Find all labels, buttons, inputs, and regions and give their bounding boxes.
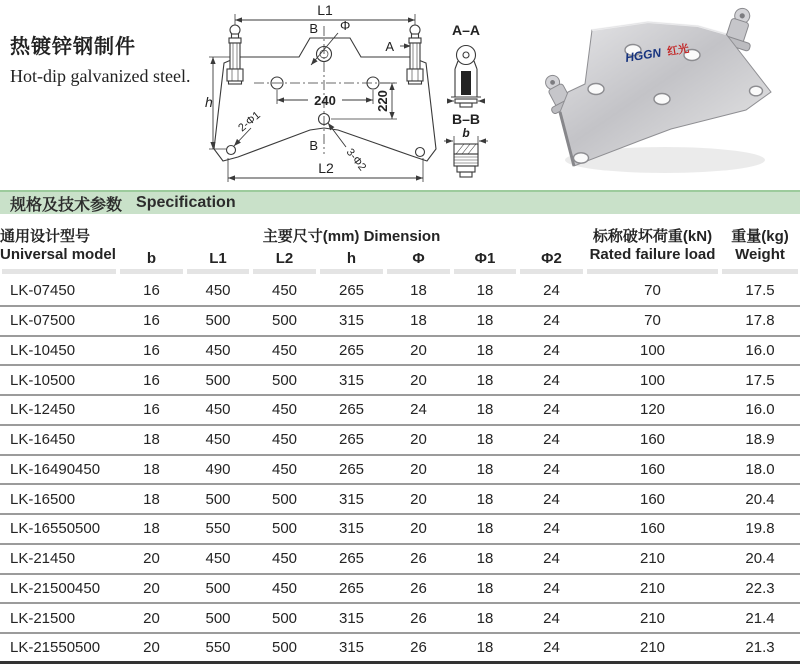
- cell-phi1: 18: [452, 336, 518, 366]
- dim-label-l1: L1: [317, 2, 333, 18]
- cell-weight: 20.4: [720, 544, 800, 574]
- column-header-load: [585, 222, 720, 269]
- cell-b: 18: [118, 425, 185, 455]
- cell-phi2: 24: [518, 365, 585, 395]
- cell-b: 16: [118, 336, 185, 366]
- dim-label-b: b: [462, 126, 470, 140]
- cell-phi1: 18: [452, 365, 518, 395]
- cell-l2: 450: [251, 336, 318, 366]
- cell-l1: 550: [185, 633, 251, 663]
- cell-phi: 24: [385, 395, 452, 425]
- cell-b: 18: [118, 484, 185, 514]
- cell-load: 210: [585, 544, 720, 574]
- cell-weight: 20.4: [720, 484, 800, 514]
- cell-model: LK-07450: [0, 276, 118, 306]
- cell-weight: 18.0: [720, 455, 800, 485]
- column-header-phi: Φ: [412, 250, 425, 267]
- cell-b: 18: [118, 455, 185, 485]
- cell-phi: 18: [385, 306, 452, 336]
- cell-phi2: 24: [518, 574, 585, 604]
- cell-h: 315: [318, 633, 385, 663]
- cell-h: 265: [318, 544, 385, 574]
- cell-phi: 26: [385, 574, 452, 604]
- cell-phi: 26: [385, 603, 452, 633]
- column-header-l2: L2: [275, 250, 294, 267]
- cell-phi1: 18: [452, 574, 518, 604]
- cell-h: 315: [318, 484, 385, 514]
- cell-phi2: 24: [518, 603, 585, 633]
- cell-phi2: 24: [518, 395, 585, 425]
- cell-model: LK-21500450: [0, 574, 118, 604]
- cell-model: LK-21450: [0, 544, 118, 574]
- cell-phi2: 24: [518, 455, 585, 485]
- cell-h: 265: [318, 395, 385, 425]
- cell-weight: 18.9: [720, 425, 800, 455]
- cell-l2: 450: [251, 425, 318, 455]
- section-title-bb: B–B: [451, 111, 481, 127]
- cell-l1: 500: [185, 603, 251, 633]
- cell-phi2: 24: [518, 544, 585, 574]
- cell-model: LK-10500: [0, 365, 118, 395]
- column-header-weight-en: Weight: [735, 245, 785, 263]
- section-header-bar: [0, 190, 800, 214]
- cell-phi2: 24: [518, 306, 585, 336]
- cell-l2: 500: [251, 514, 318, 544]
- cell-l1: 450: [185, 276, 251, 306]
- cell-weight: 16.0: [720, 395, 800, 425]
- cell-phi: 26: [385, 544, 452, 574]
- cell-phi1: 18: [452, 603, 518, 633]
- cell-weight: 21.4: [720, 603, 800, 633]
- column-header-load-en: Rated failure load: [589, 245, 716, 263]
- cell-h: 315: [318, 514, 385, 544]
- leader-3phi2: [328, 123, 346, 147]
- section-label-a: A: [385, 39, 394, 54]
- table-row: [0, 544, 800, 574]
- cell-b: 16: [118, 365, 185, 395]
- cell-l1: 450: [185, 544, 251, 574]
- cell-phi: 18: [385, 276, 452, 306]
- dim-label-220: 220: [375, 90, 390, 112]
- cell-model: LK-10450: [0, 336, 118, 366]
- cell-load: 210: [585, 633, 720, 663]
- cell-load: 160: [585, 425, 720, 455]
- cell-model: LK-16450: [0, 425, 118, 455]
- cell-model: LK-07500: [0, 306, 118, 336]
- logo-cn: 红光: [666, 43, 691, 59]
- cell-l1: 500: [185, 484, 251, 514]
- section-title-aa: A–A: [451, 22, 481, 38]
- column-header-model-en: Universal model: [0, 245, 116, 263]
- column-header-load-cn: 标称破坏荷重(kN): [592, 228, 713, 246]
- cell-load: 100: [585, 336, 720, 366]
- cell-phi1: 18: [452, 306, 518, 336]
- column-header-phi2: Φ2: [541, 250, 562, 267]
- cell-model: LK-16490450: [0, 455, 118, 485]
- table-row: [0, 484, 800, 514]
- cell-phi2: 24: [518, 336, 585, 366]
- cell-phi: 20: [385, 514, 452, 544]
- section-view-aa: [447, 46, 485, 108]
- cell-h: 265: [318, 336, 385, 366]
- product-photo: [540, 0, 800, 192]
- dim-label-h: h: [205, 94, 213, 110]
- cell-phi1: 18: [452, 455, 518, 485]
- cell-load: 160: [585, 455, 720, 485]
- column-header-weight: [720, 222, 800, 269]
- cell-l2: 450: [251, 544, 318, 574]
- label-3phi2: 3-Φ2: [343, 146, 369, 174]
- hole-bottom-left: [227, 146, 236, 155]
- cell-h: 265: [318, 276, 385, 306]
- cell-b: 20: [118, 574, 185, 604]
- cell-l2: 450: [251, 455, 318, 485]
- cell-l2: 500: [251, 484, 318, 514]
- cell-weight: 22.3: [720, 574, 800, 604]
- cell-l2: 450: [251, 574, 318, 604]
- label-2phi1: 2-Φ1: [236, 109, 263, 135]
- cell-load: 210: [585, 603, 720, 633]
- column-group-dimensions-en: Dimension: [363, 227, 441, 245]
- cell-phi1: 18: [452, 276, 518, 306]
- section-label-b-top: B: [309, 21, 318, 36]
- cell-b: 16: [118, 276, 185, 306]
- table-body: [0, 276, 800, 663]
- cell-load: 120: [585, 395, 720, 425]
- cell-weight: 17.8: [720, 306, 800, 336]
- cell-l1: 500: [185, 574, 251, 604]
- cell-h: 265: [318, 574, 385, 604]
- cell-weight: 16.0: [720, 336, 800, 366]
- clevis-bolt-left: [227, 25, 243, 84]
- table-row: [0, 395, 800, 425]
- clevis-bolt-right: [407, 25, 423, 84]
- cell-load: 160: [585, 514, 720, 544]
- cell-load: 160: [585, 484, 720, 514]
- cell-weight: 17.5: [720, 276, 800, 306]
- material-text-en: Hot-dip galvanized steel.: [10, 66, 191, 86]
- cell-l2: 500: [251, 633, 318, 663]
- cell-phi: 20: [385, 425, 452, 455]
- table-row: [0, 276, 800, 306]
- logo-latin: HGGN: [624, 45, 663, 65]
- cell-l1: 490: [185, 455, 251, 485]
- table-row: [0, 574, 800, 604]
- cell-phi1: 18: [452, 484, 518, 514]
- cell-phi2: 24: [518, 484, 585, 514]
- dim-label-l2: L2: [318, 160, 334, 176]
- cell-b: 16: [118, 306, 185, 336]
- cell-l1: 450: [185, 336, 251, 366]
- material-note: [10, 30, 190, 87]
- cell-load: 210: [585, 574, 720, 604]
- table-row: [0, 455, 800, 485]
- cell-l1: 450: [185, 425, 251, 455]
- section-view-bb: [444, 136, 488, 177]
- section-title-en: Specification: [136, 194, 236, 211]
- cell-model: LK-21500: [0, 603, 118, 633]
- column-group-dimensions: [118, 222, 585, 248]
- column-header-l1: L1: [209, 250, 227, 267]
- cell-l2: 450: [251, 395, 318, 425]
- cell-l2: 500: [251, 365, 318, 395]
- cell-h: 315: [318, 306, 385, 336]
- cell-h: 265: [318, 425, 385, 455]
- cell-phi2: 24: [518, 425, 585, 455]
- cell-b: 20: [118, 544, 185, 574]
- table-row: [0, 633, 800, 663]
- cell-h: 265: [318, 455, 385, 485]
- technical-drawing: [198, 0, 543, 192]
- cell-phi2: 24: [518, 514, 585, 544]
- table-row: [0, 425, 800, 455]
- cell-h: 315: [318, 603, 385, 633]
- table-row: [0, 306, 800, 336]
- column-header-model-cn: 通用设计型号: [0, 227, 91, 245]
- material-text-cn: 热镀锌钢制件: [10, 36, 136, 58]
- column-header-b: b: [146, 250, 157, 267]
- dim-label-240: 240: [314, 93, 336, 108]
- cell-phi1: 18: [452, 544, 518, 574]
- cell-load: 70: [585, 276, 720, 306]
- cell-weight: 21.3: [720, 633, 800, 663]
- column-header-phi1: Φ1: [474, 250, 496, 267]
- table-row: [0, 514, 800, 544]
- cell-phi: 20: [385, 365, 452, 395]
- cell-phi1: 18: [452, 425, 518, 455]
- cell-b: 20: [118, 603, 185, 633]
- cell-phi: 20: [385, 336, 452, 366]
- cell-model: LK-16500: [0, 484, 118, 514]
- cell-phi1: 18: [452, 395, 518, 425]
- cell-weight: 19.8: [720, 514, 800, 544]
- column-header-model: [0, 222, 118, 269]
- table-row: [0, 603, 800, 633]
- cell-load: 70: [585, 306, 720, 336]
- cell-l1: 500: [185, 365, 251, 395]
- cell-l1: 500: [185, 306, 251, 336]
- column-group-dimensions-cn: 主要尺寸(mm): [262, 227, 360, 245]
- column-header-h: h: [346, 250, 357, 267]
- cell-l1: 550: [185, 514, 251, 544]
- hole-bottom-right: [416, 148, 425, 157]
- cell-load: 100: [585, 365, 720, 395]
- cell-model: LK-12450: [0, 395, 118, 425]
- cell-l2: 500: [251, 306, 318, 336]
- header-underline-segments: [0, 269, 800, 276]
- cell-phi1: 18: [452, 633, 518, 663]
- cell-l2: 450: [251, 276, 318, 306]
- cell-phi: 20: [385, 484, 452, 514]
- cell-l1: 450: [185, 395, 251, 425]
- cell-model: LK-21550500: [0, 633, 118, 663]
- column-header-weight-cn: 重量(kg): [731, 228, 789, 246]
- cell-b: 20: [118, 633, 185, 663]
- cell-phi: 20: [385, 455, 452, 485]
- table-row: [0, 336, 800, 366]
- cell-b: 16: [118, 395, 185, 425]
- specification-table: [0, 222, 800, 664]
- cell-model: LK-16550500: [0, 514, 118, 544]
- table-row: [0, 365, 800, 395]
- cell-phi2: 24: [518, 633, 585, 663]
- cell-phi2: 24: [518, 276, 585, 306]
- cell-phi1: 18: [452, 514, 518, 544]
- cell-weight: 17.5: [720, 365, 800, 395]
- cell-l2: 500: [251, 603, 318, 633]
- section-label-b-bottom: B: [309, 138, 318, 153]
- cell-phi: 26: [385, 633, 452, 663]
- cell-h: 315: [318, 365, 385, 395]
- section-title-cn: 规格及技术参数: [10, 196, 123, 214]
- dim-label-phi: Φ: [340, 18, 351, 33]
- cell-b: 18: [118, 514, 185, 544]
